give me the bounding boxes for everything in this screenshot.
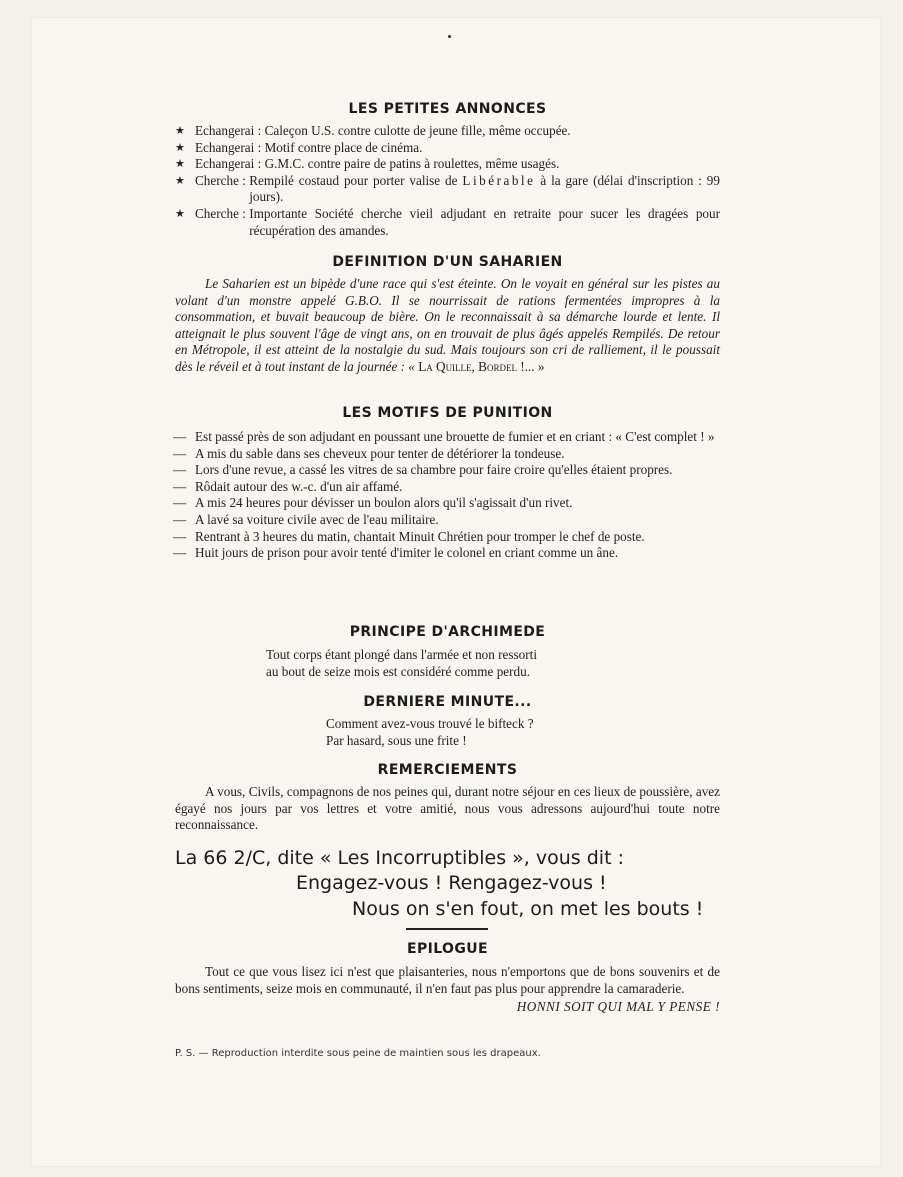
section-title-annonces: LES PETITES ANNONCES — [348, 101, 547, 117]
star-icon: ★ — [175, 141, 185, 154]
section-title-archimede: PRINCIPE D'ARCHIMEDE — [349, 624, 546, 640]
footnote-ps: P. S. — Reproduction interdite sous peine de maintien sous les drapeaux. — [175, 1048, 541, 1059]
list-item: — A lavé sa voiture civile avec de l'eau militaire. — [173, 511, 439, 527]
list-item: — Lors d'une revue, a cassé les vitres de sa chambre pour faire croire qu'elles étaient propres. — [173, 462, 673, 478]
list-item: ★ Echangerai : Caleçon U.S. contre culotte de jeune fille, même occupée. — [175, 123, 571, 138]
section-title-remerciements: REMERCIEMENTS — [377, 762, 518, 778]
dash-icon: — — [173, 478, 187, 494]
motifs-list — [173, 429, 720, 562]
definition-text: Le Saharien est un bipède d'une race qui s'est éteinte. On le voyait en général sur les pistes au volant d'un monstre appelé G.B.O. Il se nourrissait de rations fermentées impropres à la consommation, et buvait beaucoup de bière. On le reconnaissait à sa démarche lourde et lente. Il atteignait le plus souvent l'âge de vingt ans, on en trouvait de plus âgés appelés Rempilés. De retour en Métropole, il est atteint de la nostalgie du sud. Mais toujours son cri de ralliement, il le poussait dès le réveil et à tout instant de la journée : « La Quille, Bordel !... » — [175, 276, 720, 374]
list-item: ★ Cherche : Rempilé costaud pour porter valise de Libérable à la gare (délai d'inscription : 99 jours). — [175, 172, 720, 205]
section-title-definition: DEFINITION D'UN SAHARIEN — [332, 254, 563, 270]
dash-icon: — — [173, 511, 187, 527]
star-icon: ★ — [175, 207, 185, 220]
section-title-motifs: LES MOTIFS DE PUNITION — [342, 405, 553, 421]
divider — [406, 928, 488, 930]
list-item: ★ Cherche : Importante Société cherche vieil adjudant en retraite pour sucer les dragées pour récupération des amandes. — [175, 205, 720, 238]
list-item: ★ Echangerai : G.M.C. contre paire de patins à roulettes, même usagés. — [175, 156, 560, 172]
section-title-epilogue: EPILOGUE — [407, 941, 488, 957]
list-item: — A mis 24 heures pour dévisser un boulon alors qu'il s'agissait d'un rivet. — [173, 495, 573, 511]
dash-icon: — — [173, 495, 187, 511]
dash-icon: — — [173, 445, 187, 461]
section-remerciements — [175, 762, 720, 834]
list-item: — A mis du sable dans ses cheveux pour tenter de détériorer la tondeuse. — [173, 445, 565, 461]
signature: HONNI SOIT QUI MAL Y PENSE ! — [516, 999, 720, 1015]
top-dot — [448, 35, 451, 38]
star-icon: ★ — [175, 125, 185, 137]
list-item: — Rôdait autour des w.-c. d'un air affamé. — [173, 478, 403, 494]
slogan-line-1: La 66 2/C, dite « Les Incorruptibles », vous dit : — [175, 847, 624, 869]
slogan-line-3: Nous on s'en fout, on met les bouts ! — [352, 898, 704, 920]
list-item: ★ Echangerai : Motif contre place de cinéma. — [175, 139, 423, 155]
minute-text: Comment avez-vous trouvé le bifteck ? Par hasard, sous une frite ! — [326, 716, 534, 748]
remerciements-text: A vous, Civils, compagnons de nos peines qui, durant notre séjour en ces lieux de poussière, avez égayé nos jours par vos lettres et votre amitié, nous vous adressons aujourd'hui toute notre reconnaissance. — [175, 784, 720, 833]
epilogue-text: Tout ce que vous lisez ici n'est que plaisanteries, nous n'emportons que de bons souvenirs et de bons sentiments, seize mois en communauté, il n'en faut pas plus pour apprendre la camaraderie. — [175, 964, 720, 996]
section-motifs — [175, 405, 720, 562]
slogan-line-2: Engagez-vous ! Rengagez-vous ! — [296, 872, 607, 894]
list-item: — Est passé près de son adjudant en poussant une brouette de fumier et en criant : « C'est complet ! » — [173, 429, 715, 444]
annonces-list — [175, 123, 720, 239]
section-archimede — [175, 624, 720, 680]
dash-icon: — — [173, 462, 187, 478]
dash-icon: — — [173, 429, 187, 444]
section-title-minute: DERNIERE MINUTE... — [363, 694, 532, 710]
dash-icon: — — [173, 528, 187, 544]
list-item: — Huit jours de prison pour avoir tenté d'imiter le colonel en criant comme un âne. — [173, 545, 619, 561]
section-minute — [175, 694, 720, 749]
list-item: — Rentrant à 3 heures du matin, chantait Minuit Chrétien pour tromper le chef de poste. — [173, 528, 645, 544]
section-epilogue — [175, 941, 720, 1015]
star-icon: ★ — [175, 158, 185, 171]
section-definition — [175, 254, 720, 376]
archimede-text: Tout corps étant plongé dans l'armée et non ressorti au bout de seize mois est considéré comme perdu. — [266, 647, 537, 679]
section-annonces — [175, 101, 720, 239]
dash-icon: — — [173, 545, 187, 561]
star-icon: ★ — [175, 174, 185, 187]
